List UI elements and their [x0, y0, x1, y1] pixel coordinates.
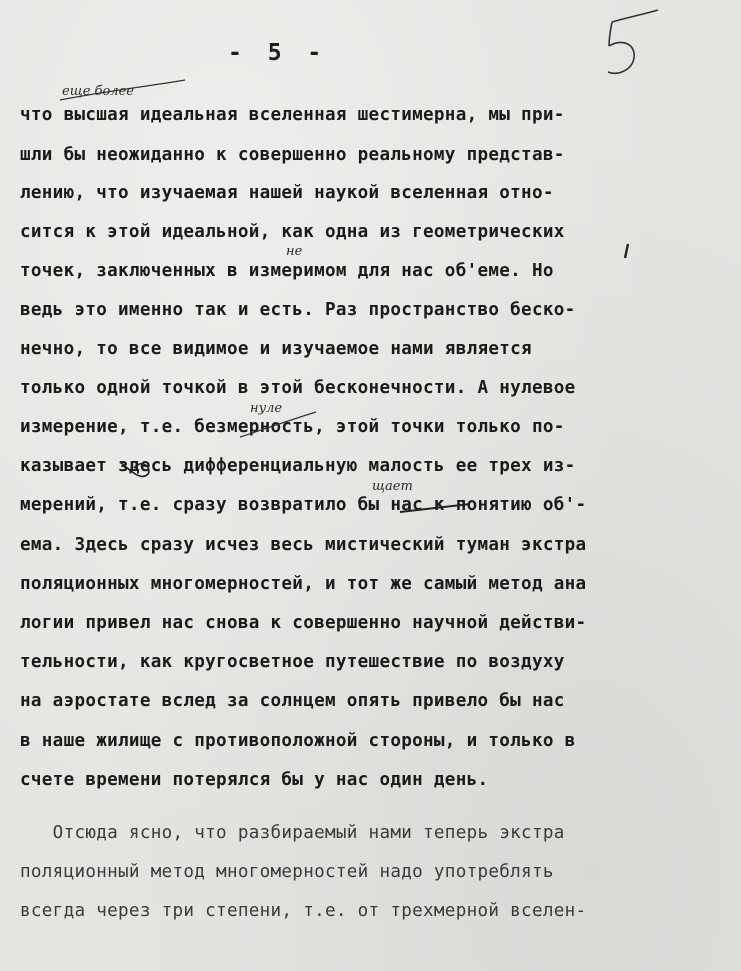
body-line: точек, заключенных в измеримом для нас об'еме. Но — [20, 261, 554, 281]
body-line: ема. Здесь сразу исчез весь мистический туман экстра — [20, 535, 587, 555]
handwritten-annotation: щает — [372, 479, 413, 494]
body-line: поляционный метод многомерностей надо употреблять — [20, 862, 554, 882]
body-line: лению, что изучаемая нашей наукой вселенная отно- — [20, 183, 554, 203]
insertion-stroke — [60, 80, 185, 100]
body-line: ведь это именно так и есть. Раз пространство беско- — [20, 300, 576, 320]
body-line: логии привел нас снова к совершенно научной действи- — [20, 613, 587, 633]
handwritten-annotation: нуле — [250, 401, 283, 416]
body-line: поляционных многомерностей, и тот же самый метод ана — [20, 574, 587, 594]
body-line: мерений, т.е. сразу возвратило бы нас к понятию об'- — [20, 495, 587, 515]
body-line: всегда через три степени, т.е. от трехмерной вселен- — [20, 901, 587, 921]
correction-mark — [625, 244, 628, 258]
body-line: только одной точкой в этой бесконечности. А нулевое — [20, 378, 576, 398]
body-line: что высшая идеальная вселенная шестимерна, мы при- — [20, 105, 565, 125]
body-line: казывает здесь дифференциальную малость ее трех из- — [20, 456, 576, 476]
body-line: на аэростате вслед за солнцем опять привело бы нас — [20, 691, 565, 711]
body-line: тельности, как кругосветное путешествие по воздуху — [20, 652, 565, 672]
page-number: - 5 - — [228, 40, 328, 66]
body-line: шли бы неожиданно к совершенно реальному представ- — [20, 145, 565, 165]
insertion-stroke — [240, 412, 316, 437]
body-line: Отсюда ясно, что разбираемый нами теперь экстра — [20, 823, 565, 843]
body-line: в наше жилище с противоположной стороны, и только в — [20, 731, 576, 751]
body-line: нечно, то все видимое и изучаемое нами является — [20, 339, 532, 359]
handwritten-annotation: еще более — [62, 84, 134, 99]
body-line: сится к этой идеальной, как одна из геометрических — [20, 222, 565, 242]
body-line: счете времени потерялся бы у нас один день. — [20, 770, 489, 790]
correction-mark — [120, 462, 149, 476]
handwritten-annotation: не — [286, 244, 303, 259]
strike-through — [400, 504, 470, 512]
body-line: измерение, т.е. безмерность, этой точки только по- — [20, 417, 565, 437]
